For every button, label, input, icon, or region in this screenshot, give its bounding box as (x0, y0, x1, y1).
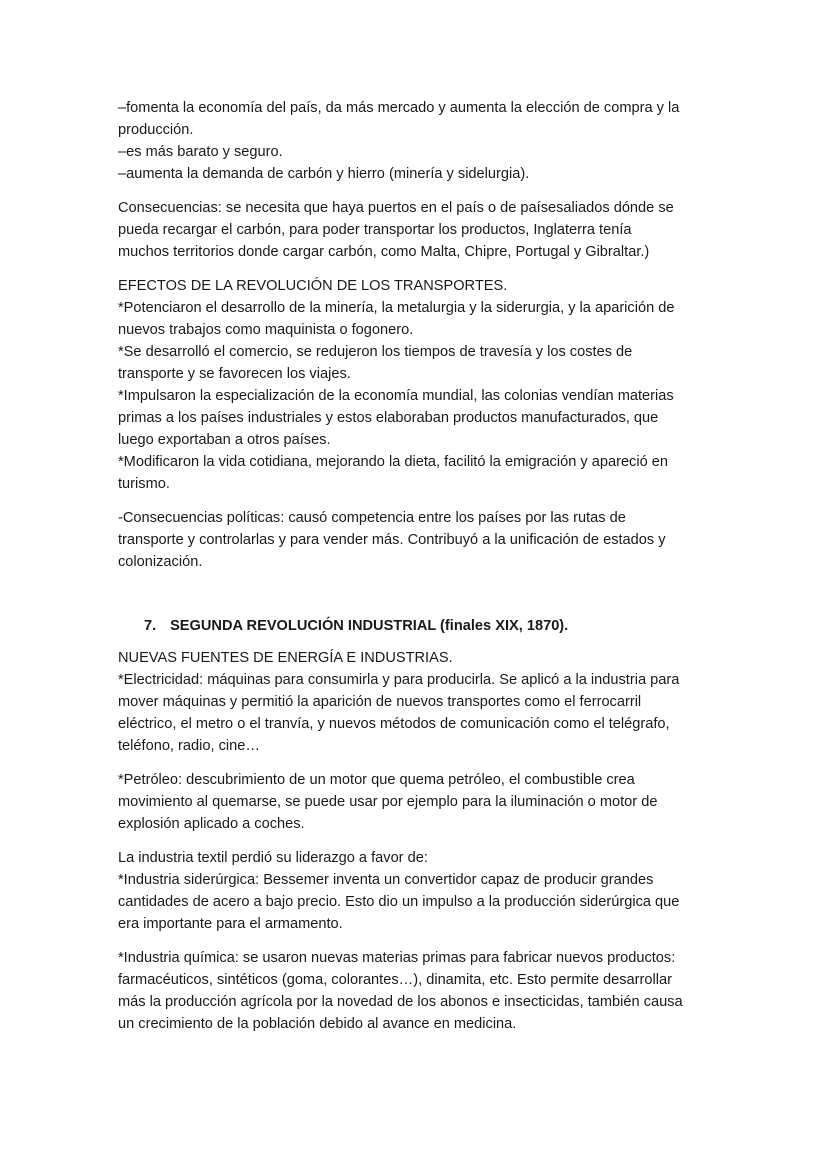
page-content (118, 97, 718, 1047)
text-line: primas a los países industriales y estos elaboraban productos manufacturados, que (118, 410, 659, 426)
text-line: más la producción agrícola por la novedad de los abonos e insecticidas, también causa (118, 994, 683, 1010)
text-line: transporte y se favorecen los viajes. (118, 366, 351, 382)
text-line: movimiento al quemarse, se puede usar por ejemplo para la iluminación o motor de (118, 794, 658, 810)
paragraph-block (118, 507, 718, 573)
text-line: turismo. (118, 476, 170, 492)
paragraph-block (118, 97, 718, 185)
text-line: *Industria química: se usaron nuevas materias primas para fabricar nuevos productos: (118, 950, 676, 966)
text-line: luego exportaban a otros países. (118, 432, 331, 448)
text-line: pueda recargar el carbón, para poder transportar los productos, Inglaterra tenía (118, 222, 632, 238)
section-title: SEGUNDA REVOLUCIÓN INDUSTRIAL (finales XIX, 1870). (170, 618, 569, 634)
text-line: *Potenciaron el desarrollo de la minería, la metalurgia y la siderurgia, y la aparición de (118, 300, 675, 316)
text-line: *Petróleo: descubrimiento de un motor que quema petróleo, el combustible crea (118, 772, 635, 788)
paragraph-block (118, 647, 718, 757)
text-line: nuevos trabajos como maquinista o fogonero. (118, 322, 414, 338)
paragraph-block (118, 847, 718, 935)
section-heading (118, 615, 718, 637)
section-number: 7. (144, 618, 157, 634)
text-line: mover máquinas y permitió la aparición de nuevos transportes como el ferrocarril (118, 694, 642, 710)
text-line: *Industria siderúrgica: Bessemer inventa un convertidor capaz de producir grandes (118, 872, 654, 888)
text-line: –fomenta la economía del país, da más mercado y aumenta la elección de compra y la (118, 100, 680, 116)
text-line: un crecimiento de la población debido al avance en medicina. (118, 1016, 517, 1032)
text-line: transporte y controlarlas y para vender más. Contribuyó a la unificación de estados y (118, 532, 666, 548)
section-heading-line (144, 615, 718, 637)
text-line: –aumenta la demanda de carbón y hierro (minería y sidelurgia). (118, 166, 530, 182)
paragraph-block (118, 275, 718, 495)
paragraph-block (118, 197, 718, 263)
text-line: colonización. (118, 554, 203, 570)
text-line: EFECTOS DE LA REVOLUCIÓN DE LOS TRANSPORTES. (118, 278, 508, 294)
text-line: muchos territorios donde cargar carbón, como Malta, Chipre, Portugal y Gibraltar.) (118, 244, 650, 260)
text-line: producción. (118, 122, 194, 138)
text-line: *Modificaron la vida cotidiana, mejorando la dieta, facilitó la emigración y apareció en (118, 454, 669, 470)
text-line: teléfono, radio, cine… (118, 738, 260, 754)
text-line: Consecuencias: se necesita que haya puertos en el país o de paísesaliados dónde se (118, 200, 674, 216)
text-line: farmacéuticos, sintéticos (goma, colorantes…), dinamita, etc. Esto permite desarrollar (118, 972, 672, 988)
text-line: era importante para el armamento. (118, 916, 343, 932)
text-line: *Electricidad: máquinas para consumirla y para producirla. Se aplicó a la industria para (118, 672, 680, 688)
text-line: La industria textil perdió su liderazgo a favor de: (118, 850, 428, 866)
paragraph-block (118, 769, 718, 835)
paragraph-block (118, 947, 718, 1035)
text-line: *Impulsaron la especialización de la economía mundial, las colonias vendían materias (118, 388, 674, 404)
text-line: eléctrico, el metro o el tranvía, y nuevos métodos de comunicación como el telégrafo, (118, 716, 670, 732)
text-line: NUEVAS FUENTES DE ENERGÍA E INDUSTRIAS. (118, 650, 453, 666)
text-line: cantidades de acero a bajo precio. Esto dio un impulso a la producción siderúrgica que (118, 894, 680, 910)
text-line: -Consecuencias políticas: causó competencia entre los países por las rutas de (118, 510, 626, 526)
text-line: *Se desarrolló el comercio, se redujeron los tiempos de travesía y los costes de (118, 344, 633, 360)
text-line: –es más barato y seguro. (118, 144, 283, 160)
text-line: explosión aplicado a coches. (118, 816, 305, 832)
